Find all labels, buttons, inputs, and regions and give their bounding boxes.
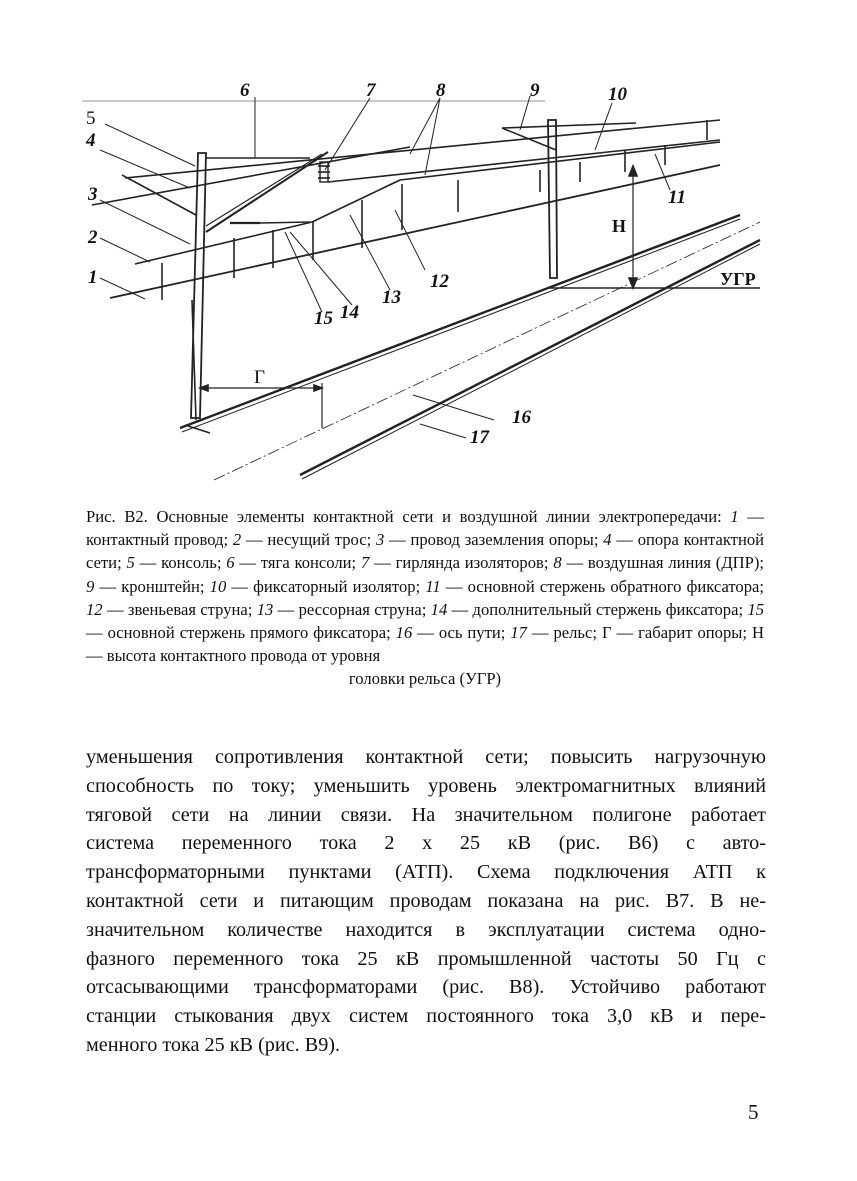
label-gamma: Г bbox=[254, 367, 265, 388]
caption-num: 13 bbox=[256, 599, 274, 619]
body-paragraph bbox=[86, 743, 766, 1060]
caption-num: 5 bbox=[126, 553, 135, 573]
caption-num: 16 bbox=[395, 623, 413, 643]
body-line: система переменного тока 2 х 25 кВ (рис. В6) с авто- bbox=[86, 832, 766, 855]
caption-num: 4 bbox=[603, 530, 612, 550]
label-10: 10 bbox=[608, 84, 627, 105]
caption-num: 3 bbox=[376, 530, 385, 550]
caption-text: рельс bbox=[553, 623, 593, 643]
body-line: контактной сети и питающим проводам показана на рис. В7. В не- bbox=[86, 889, 766, 912]
body-line: станции стыкования двух систем постоянного тока 3,0 кВ и пере- bbox=[86, 1005, 766, 1028]
page-number: 5 bbox=[748, 1100, 759, 1124]
catenary-diagram-svg bbox=[80, 80, 770, 490]
caption-text: опора контактной сети bbox=[86, 530, 764, 573]
body-line: тяговой сети на линии связи. На значительном полигоне работает bbox=[86, 803, 766, 826]
label-8: 8 bbox=[436, 80, 446, 101]
label-6: 6 bbox=[240, 80, 250, 101]
caption-text: рессорная струна bbox=[298, 599, 422, 619]
caption-num: 11 bbox=[425, 576, 441, 596]
label-11: 11 bbox=[668, 187, 686, 208]
caption-text: провод заземления опоры bbox=[410, 530, 594, 550]
caption-text: основной стержень прямого фиксатора bbox=[107, 623, 387, 643]
caption-text: ось пути bbox=[438, 623, 501, 643]
caption-num: 1 bbox=[730, 507, 739, 526]
caption-num: 17 bbox=[510, 623, 527, 643]
caption-h-def-end: головки рельса (УГР) bbox=[348, 669, 502, 689]
label-13: 13 bbox=[382, 287, 401, 308]
caption-num: 12 bbox=[86, 599, 103, 619]
body-line: отсасывающими трансформаторами (рис. В8). Устойчиво работают bbox=[86, 976, 766, 999]
caption-text: контактный провод bbox=[86, 530, 224, 550]
caption-text: воздушная линия (ДПР) bbox=[587, 553, 760, 573]
body-line: способность по току; уменьшить уровень электромагнитных влияний bbox=[86, 774, 766, 797]
label-7: 7 bbox=[366, 80, 376, 101]
label-1: 1 bbox=[88, 267, 98, 288]
caption-gamma-def: Г — габарит опоры; bbox=[601, 623, 748, 643]
caption-h-def: Н — высота контактного провода от уровня bbox=[86, 623, 764, 666]
caption-text: фиксаторный изолятор bbox=[253, 576, 416, 596]
caption-num: 14 bbox=[430, 599, 448, 619]
caption-text: несущий трос bbox=[267, 530, 367, 550]
caption-num: 2 bbox=[232, 530, 242, 550]
label-12: 12 bbox=[430, 271, 449, 292]
caption-text: дополнительный стержень фиксатора bbox=[472, 599, 739, 619]
caption-text: консоль bbox=[161, 553, 217, 573]
label-ugr: УГР bbox=[720, 269, 756, 289]
caption-prefix: Рис. В2. Основные элементы контактной сети и воздушной линии электропередачи: bbox=[86, 507, 731, 526]
caption-num: 15 bbox=[747, 599, 765, 619]
body-line: значительном количестве находится в эксплуатации система одно- bbox=[86, 918, 766, 941]
label-9: 9 bbox=[530, 80, 540, 101]
body-line: фазного переменного тока 25 кВ промышленной частоты 50 Гц с bbox=[86, 947, 766, 970]
caption-num: 8 bbox=[553, 553, 562, 573]
label-5: 5 bbox=[86, 108, 96, 129]
label-17: 17 bbox=[470, 427, 489, 448]
caption-text: гирлянда изоляторов bbox=[395, 553, 544, 573]
label-height: H bbox=[612, 216, 627, 236]
figure-caption: Рис. В2. Основные элементы контактной сети и воздушной линии электропередачи: 1 — контактный провод; 2 — несущий трос; 3 — провод заземления опоры; 4 — опора контактной сети; 5 — консоль; 6 — тяга консоли; 7 — гирлянда изоляторов; 8 — воздушная линия (ДПР); 9 — кронштейн; 10 — фиксаторный изолятор; 11 — основной стержень обратного фиксатора; 12 — звеньевая струна; 13 — рессорная струна; 14 — дополнительный стержень фиксатора; 15 — основной стержень прямого фиксатора; 16 — ось пути; 17 — рельс; Г — габарит опоры; Н — высота контактного провода от уровня головки рельса (УГР) bbox=[86, 505, 764, 691]
caption-num: 7 bbox=[360, 553, 370, 573]
caption-text: тяга консоли bbox=[260, 553, 352, 573]
body-line: менного тока 25 кВ (рис. В9). bbox=[86, 1033, 341, 1056]
label-3: 3 bbox=[88, 184, 98, 205]
caption-num: 10 bbox=[209, 576, 227, 596]
label-2: 2 bbox=[88, 227, 98, 248]
caption-text: кронштейн bbox=[121, 576, 200, 596]
caption-num: 6 bbox=[226, 553, 235, 573]
label-14: 14 bbox=[340, 302, 359, 323]
body-line: уменьшения сопротивления контактной сети; повысить нагрузочную bbox=[86, 746, 766, 768]
body-line: трансформаторными пунктами (АТП). Схема подключения АТП к bbox=[86, 861, 766, 884]
label-4: 4 bbox=[86, 130, 96, 151]
caption-text: звеньевая струна bbox=[127, 599, 248, 619]
label-15: 15 bbox=[314, 308, 333, 329]
label-16: 16 bbox=[512, 407, 531, 428]
catenary-diagram bbox=[80, 80, 770, 490]
caption-num: 9 bbox=[86, 576, 95, 596]
caption-text: основной стержень обратного фиксатора bbox=[467, 576, 760, 596]
